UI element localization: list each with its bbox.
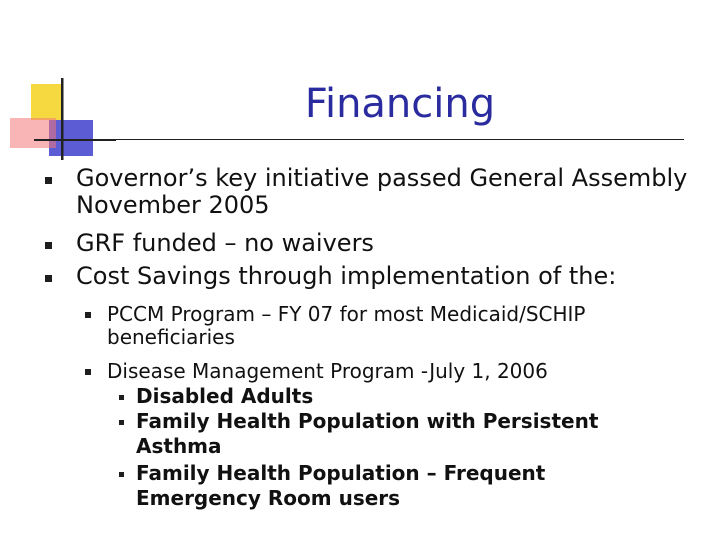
square-bullet-icon	[85, 312, 91, 318]
sub-sub-bullet-text: Family Health Population with Persistent Asthma	[136, 409, 599, 458]
square-bullet-icon	[119, 472, 124, 477]
square-bullet-icon	[119, 420, 124, 425]
bullet-item	[76, 263, 706, 290]
sub-bullet-text: Disease Management Program -July 1, 2006	[107, 359, 548, 383]
corner-logo-icon	[0, 0, 120, 170]
bullet-item	[76, 230, 706, 257]
sub-bullet-item	[107, 303, 677, 349]
bullet-text: GRF funded – no waivers	[76, 229, 374, 257]
square-bullet-icon	[119, 395, 124, 400]
sub-sub-bullet-item	[136, 384, 676, 409]
sub-bullet-item	[107, 360, 677, 383]
square-bullet-icon	[45, 242, 52, 249]
square-bullet-icon	[85, 369, 91, 375]
sub-sub-bullet-item	[136, 409, 676, 459]
sub-bullet-text: PCCM Program – FY 07 for most Medicaid/SCHIP beneficiaries	[107, 302, 586, 349]
slide-title: Financing	[304, 81, 496, 127]
sub-sub-bullet-text: Disabled Adults	[136, 384, 314, 408]
title-divider	[36, 139, 684, 140]
bullet-text: Cost Savings through implementation of the:	[76, 262, 617, 290]
square-bullet-icon	[45, 177, 52, 184]
bullet-text: Governor’s key initiative passed General Assembly November 2005	[76, 164, 688, 219]
square-bullet-icon	[45, 275, 52, 282]
bullet-item	[76, 165, 706, 219]
sub-sub-bullet-text: Family Health Population – Frequent Emergency Room users	[136, 461, 546, 510]
sub-sub-bullet-item	[136, 461, 676, 511]
